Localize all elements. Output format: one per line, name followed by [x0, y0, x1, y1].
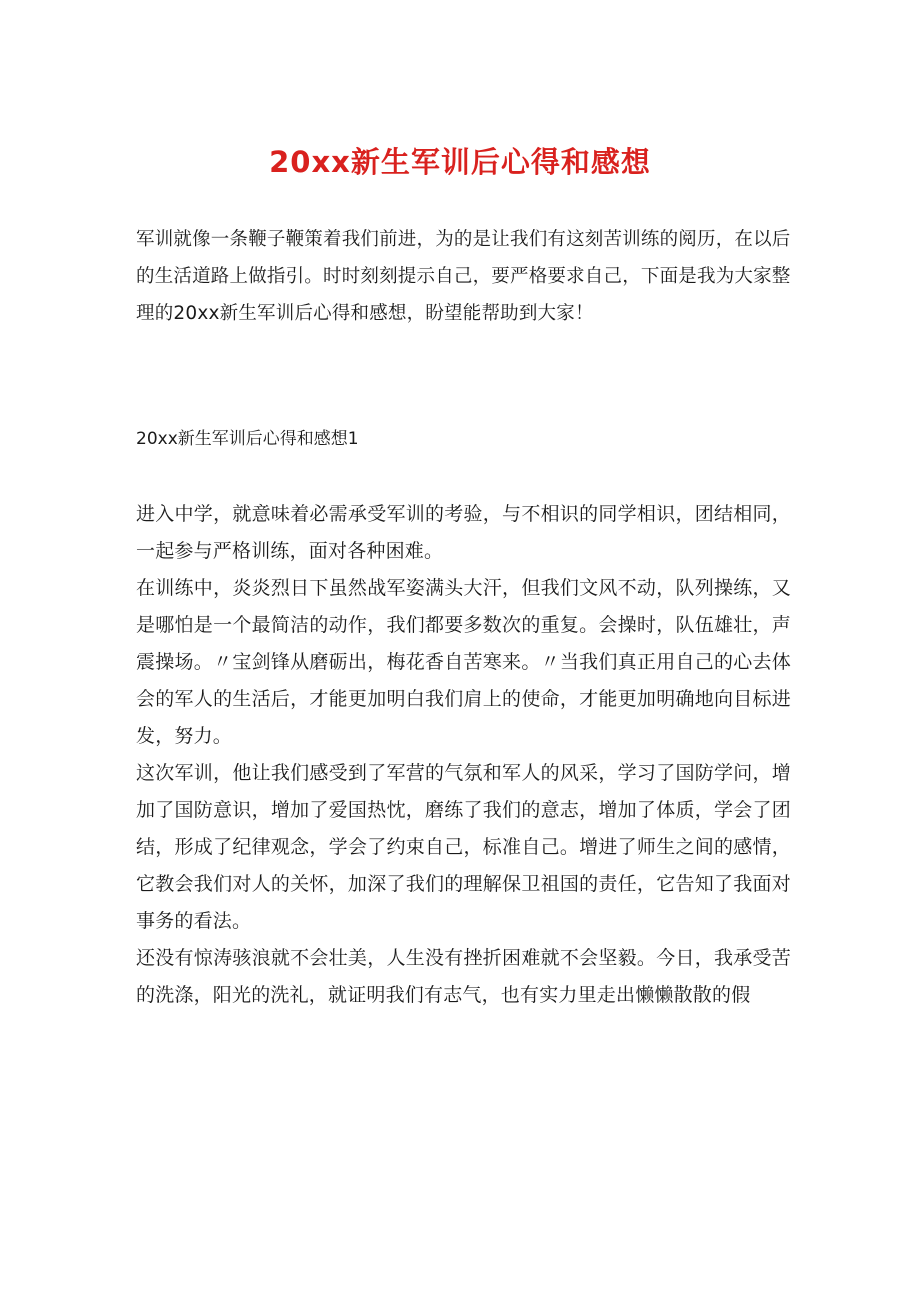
- body-paragraph: 还没有惊涛骇浪就不会壮美，人生没有挫折困难就不会坚毅。今日，我承受苦的洗涤，阳光的洗礼，就证明我们有志气，也有实力里走出懒懒散散的假: [136, 947, 791, 1006]
- intro-paragraph: 军训就像一条鞭子鞭策着我们前进，为的是让我们有这刻苦训练的阅历，在以后的生活道路上做指引。时时刻刻提示自己，要严格要求自己，下面是我为大家整理的20xx新生军训后心得和感想，盼望能帮助到大家！: [136, 229, 791, 324]
- body-paragraph: 在训练中，炎炎烈日下虽然战军姿满头大汗，但我们文风不动，队列操练，又是哪怕是一个最简洁的动作，我们都要多数次的重复。会操时，队伍雄壮，声震操场。〃宝剑锋从磨砺出，梅花香自苦寒来。〃当我们真正用自己的心去体会的军人的生活后，才能更加明白我们肩上的使命，才能更加明确地向目标进发，努力。: [136, 577, 791, 747]
- body-paragraph: 这次军训，他让我们感受到了军营的气氛和军人的风采，学习了国防学问，增加了国防意识，增加了爱国热忱，磨练了我们的意志，增加了体质，学会了团结，形成了纪律观念，学会了约束自己，标准自己。增进了师生之间的感情，它教会我们对人的关怀，加深了我们的理解保卫祖国的责任，它告知了我面对事务的看法。: [136, 762, 791, 932]
- section-heading: 20xx新生军训后心得和感想1: [136, 429, 359, 449]
- section-body: [136, 496, 791, 1014]
- body-paragraph: 进入中学，就意味着必需承受军训的考验，与不相识的同学相识，团结相同，一起参与严格训练，面对各种困难。: [136, 503, 791, 562]
- document-title: 20xx新生军训后心得和感想: [269, 145, 651, 179]
